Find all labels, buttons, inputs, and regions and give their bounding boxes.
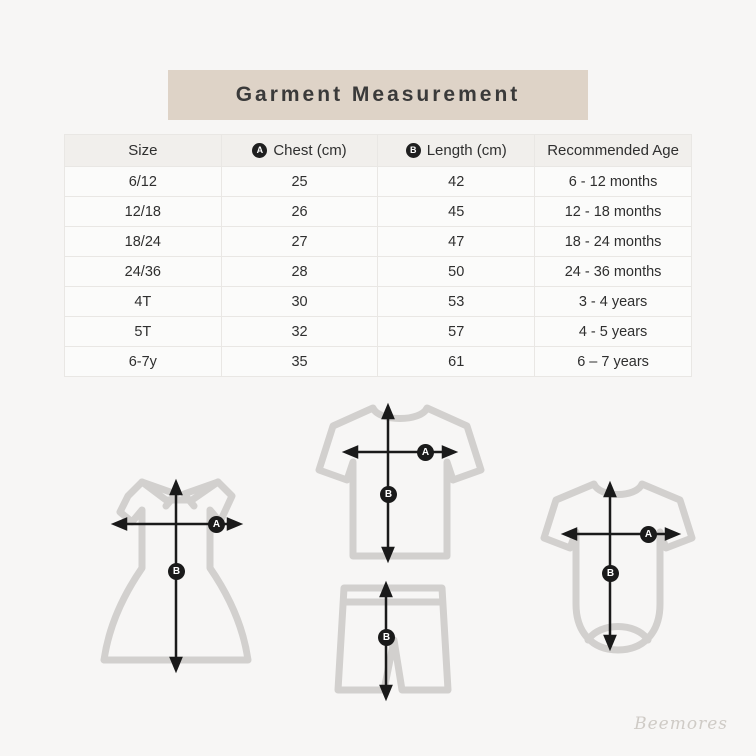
cell-size: 6/12 — [65, 167, 222, 197]
table-header-row — [65, 135, 692, 167]
cell-length: 50 — [378, 257, 535, 287]
cell-age: 12 - 18 months — [535, 197, 692, 227]
cell-chest: 28 — [221, 257, 378, 287]
column-header-length — [378, 135, 535, 167]
bodysuit-shape-icon — [530, 472, 710, 672]
cell-size: 6-7y — [65, 347, 222, 377]
column-header-chest — [221, 135, 378, 167]
tshirt-diagram — [305, 394, 495, 574]
column-header-chest-label: Chest (cm) — [273, 142, 347, 159]
cell-length: 53 — [378, 287, 535, 317]
cell-chest: 35 — [221, 347, 378, 377]
tshirt-length-marker: B — [380, 486, 397, 503]
cell-length: 57 — [378, 317, 535, 347]
cell-chest: 30 — [221, 287, 378, 317]
table-row — [65, 347, 692, 377]
length-badge-icon: B — [406, 143, 421, 158]
cell-length: 45 — [378, 197, 535, 227]
bodysuit-diagram — [530, 472, 710, 672]
size-chart-table — [64, 134, 692, 377]
tshirt-chest-marker: A — [417, 444, 434, 461]
cell-length: 42 — [378, 167, 535, 197]
table-row — [65, 257, 692, 287]
cell-age: 4 - 5 years — [535, 317, 692, 347]
cell-age: 3 - 4 years — [535, 287, 692, 317]
cell-chest: 26 — [221, 197, 378, 227]
cell-size: 24/36 — [65, 257, 222, 287]
cell-chest: 25 — [221, 167, 378, 197]
cell-age: 6 - 12 months — [535, 167, 692, 197]
table-row — [65, 167, 692, 197]
column-header-age — [535, 135, 692, 167]
dress-chest-marker: A — [208, 516, 225, 533]
cell-age: 24 - 36 months — [535, 257, 692, 287]
cell-size: 18/24 — [65, 227, 222, 257]
chest-badge-icon: A — [252, 143, 267, 158]
bodysuit-length-marker: B — [602, 565, 619, 582]
shorts-diagram — [330, 578, 460, 713]
table-row — [65, 197, 692, 227]
bodysuit-chest-marker: A — [640, 526, 657, 543]
tshirt-shape-icon — [305, 394, 495, 574]
shorts-length-marker: B — [378, 629, 395, 646]
dress-shape-icon — [80, 460, 305, 680]
shorts-shape-icon — [330, 578, 460, 713]
cell-size: 4T — [65, 287, 222, 317]
cell-age: 18 - 24 months — [535, 227, 692, 257]
column-header-size — [65, 135, 222, 167]
dress-length-marker: B — [168, 563, 185, 580]
column-header-size-label: Size — [128, 142, 158, 159]
cell-size: 5T — [65, 317, 222, 347]
column-header-age-label: Recommended Age — [547, 142, 679, 159]
table-row — [65, 317, 692, 347]
cell-chest: 32 — [221, 317, 378, 347]
cell-age: 6 – 7 years — [535, 347, 692, 377]
table-row — [65, 227, 692, 257]
garment-diagrams — [0, 380, 756, 720]
cell-chest: 27 — [221, 227, 378, 257]
cell-length: 61 — [378, 347, 535, 377]
page-title: Garment Measurement — [235, 83, 521, 106]
column-header-length-label: Length (cm) — [426, 142, 507, 159]
dress-diagram — [80, 460, 305, 680]
cell-length: 47 — [378, 227, 535, 257]
table-row — [65, 287, 692, 317]
cell-size: 12/18 — [65, 197, 222, 227]
brand-watermark: Beemores — [634, 714, 728, 734]
title-banner — [168, 70, 588, 120]
